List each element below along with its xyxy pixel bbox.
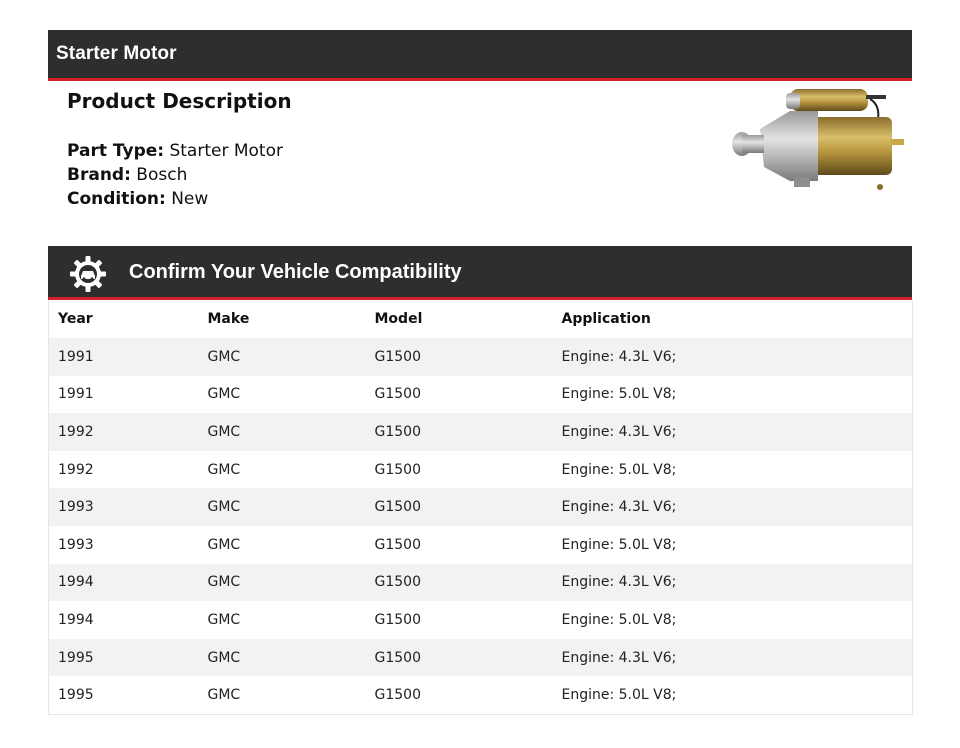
- cell-year: 1994: [58, 574, 94, 591]
- cell-model: G1500: [374, 499, 421, 516]
- cell-model: G1500: [374, 611, 421, 628]
- compatibility-table: [48, 300, 913, 715]
- cell-make: GMC: [207, 574, 241, 591]
- spec-value: Bosch: [136, 165, 188, 185]
- compatibility-heading: Confirm Your Vehicle Compatibility: [129, 261, 462, 283]
- table-row: [49, 601, 913, 639]
- starter-motor-image: [730, 89, 910, 195]
- spec-brand: [67, 163, 283, 187]
- cell-application: Engine: 4.3L V6;: [561, 423, 677, 440]
- cell-application: Engine: 5.0L V8;: [561, 461, 677, 478]
- table-row: [49, 676, 913, 714]
- spec-value: Starter Motor: [169, 141, 283, 161]
- cell-application: Engine: 5.0L V8;: [561, 536, 677, 553]
- page-title: Starter Motor: [56, 43, 177, 64]
- cell-year: 1995: [58, 687, 94, 704]
- cell-make: GMC: [207, 386, 241, 403]
- cell-year: 1991: [58, 386, 94, 403]
- cell-make: GMC: [207, 687, 241, 704]
- cell-year: 1995: [58, 649, 94, 666]
- cell-make: GMC: [207, 423, 241, 440]
- spec-label: Condition:: [67, 189, 166, 209]
- column-header-make: Make: [207, 311, 250, 327]
- cell-application: Engine: 4.3L V6;: [561, 649, 677, 666]
- cell-application: Engine: 5.0L V8;: [561, 687, 677, 704]
- cell-application: Engine: 5.0L V8;: [561, 386, 677, 403]
- table-row: [49, 376, 913, 414]
- cell-make: GMC: [207, 536, 241, 553]
- cell-year: 1993: [58, 499, 94, 516]
- table-row: [49, 639, 913, 677]
- spec-label: Brand:: [67, 165, 131, 185]
- cell-application: Engine: 4.3L V6;: [561, 574, 677, 591]
- table-row: [49, 451, 913, 489]
- title-bar: [48, 30, 912, 81]
- table-row: [49, 564, 913, 602]
- table-row: [49, 488, 913, 526]
- compatibility-bar: [48, 246, 912, 300]
- spec-label: Part Type:: [67, 141, 165, 161]
- cell-make: GMC: [207, 611, 241, 628]
- cell-make: GMC: [207, 499, 241, 516]
- cell-make: GMC: [207, 461, 241, 478]
- column-header-model: Model: [374, 311, 423, 327]
- product-description-section: [48, 81, 912, 246]
- product-description-heading: Product Description: [67, 89, 292, 113]
- cell-year: 1993: [58, 536, 94, 553]
- cell-model: G1500: [374, 687, 421, 704]
- table-row: [49, 526, 913, 564]
- cell-model: G1500: [374, 348, 421, 365]
- product-page: [48, 30, 912, 715]
- cell-year: 1992: [58, 461, 94, 478]
- cell-year: 1992: [58, 423, 94, 440]
- spec-condition: [67, 187, 283, 211]
- cell-model: G1500: [374, 386, 421, 403]
- cell-model: G1500: [374, 536, 421, 553]
- cell-application: Engine: 5.0L V8;: [561, 611, 677, 628]
- cell-application: Engine: 4.3L V6;: [561, 348, 677, 365]
- cell-year: 1991: [58, 348, 94, 365]
- cell-application: Engine: 4.3L V6;: [561, 499, 677, 516]
- cell-make: GMC: [207, 649, 241, 666]
- cell-model: G1500: [374, 461, 421, 478]
- spec-part-type: [67, 139, 283, 163]
- cell-make: GMC: [207, 348, 241, 365]
- cell-model: G1500: [374, 649, 421, 666]
- cell-model: G1500: [374, 423, 421, 440]
- gear-car-icon: [68, 254, 108, 294]
- table-row: [49, 413, 913, 451]
- cell-model: G1500: [374, 574, 421, 591]
- column-header-year: Year: [58, 311, 93, 327]
- cell-year: 1994: [58, 611, 94, 628]
- spec-value: New: [171, 189, 209, 209]
- table-row: [49, 338, 913, 376]
- column-header-application: Application: [561, 311, 651, 327]
- spec-list: [67, 139, 283, 211]
- table-header-row: [49, 300, 913, 338]
